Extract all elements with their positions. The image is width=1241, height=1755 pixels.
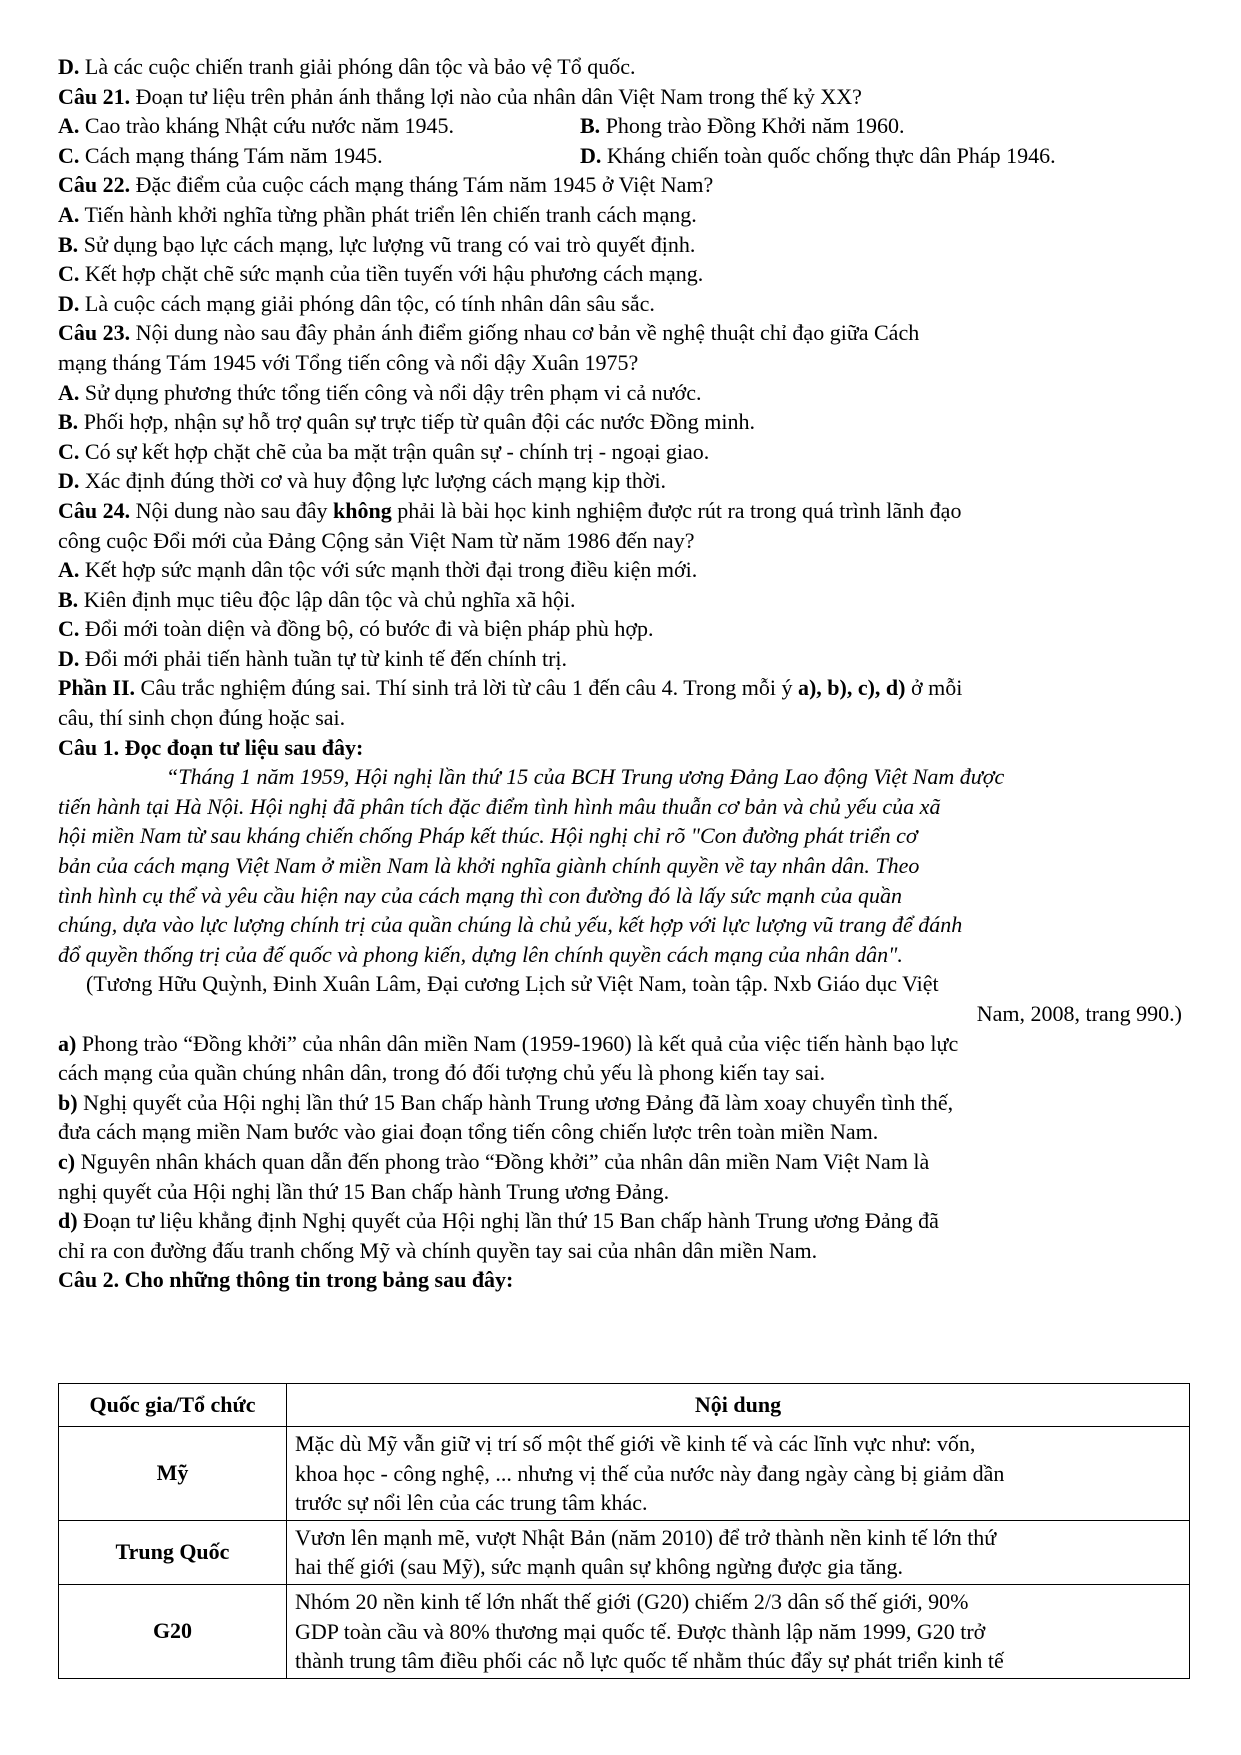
info-table (58, 1383, 1190, 1679)
q24-option-a: A. Kết hợp sức mạnh dân tộc với sức mạnh thời đại trong điều kiện mới. (58, 557, 698, 583)
table-row (59, 1427, 1190, 1521)
cell-line: Mặc dù Mỹ vẫn giữ vị trí số một thế giới về kinh tế và các lĩnh vực như: vốn, (295, 1431, 976, 1456)
table-row (59, 1520, 1190, 1584)
cell-line: thành trung tâm điều phối các nỗ lực quốc tế nhằm thúc đẩy sự phát triển kinh tế (295, 1648, 1004, 1674)
c1-statement-c: c) Nguyên nhân khách quan dẫn đến phong trào “Đồng khởi” của nhân dân miền Nam Việt Nam là (58, 1148, 930, 1174)
c1-heading: Câu 1. Đọc đoạn tư liệu sau đây: (58, 734, 364, 760)
table-cell-content (287, 1520, 1190, 1584)
q24-stem-cont: công cuộc Đổi mới của Đảng Cộng sản Việt Nam từ năm 1986 đến nay? (58, 527, 695, 553)
c1-statement-d-cont: chỉ ra con đường đấu tranh chống Mỹ và chính quyền tay sai của nhân dân miền Nam. (58, 1237, 818, 1263)
q23-option-b: B. Phối hợp, nhận sự hỗ trợ quân sự trực tiếp từ quân đội các nước Đồng minh. (58, 409, 755, 435)
q21-options-ab (58, 111, 1188, 141)
q22-stem: Câu 22. Đặc điểm của cuộc cách mạng tháng Tám năm 1945 ở Việt Nam? (58, 172, 714, 198)
q21-option-c: C. Cách mạng tháng Tám năm 1945. (58, 142, 383, 168)
q21-option-a: A. Cao trào kháng Nhật cứu nước năm 1945. (58, 113, 454, 139)
cell-line: hai thế giới (sau Mỹ), sức mạnh quân sự không ngừng được gia tăng. (295, 1554, 904, 1580)
c1-statement-a-cont: cách mạng của quần chúng nhân dân, trong đó đối tượng chủ yếu là phong kiến tay sai. (58, 1060, 826, 1086)
q20-option-d: D. Là các cuộc chiến tranh giải phóng dân tộc và bảo vệ Tổ quốc. (58, 54, 636, 79)
c1-statement-a: a) Phong trào “Đồng khởi” của nhân dân miền Nam (1959-1960) là kết quả của việc tiến hành bạo lực (58, 1030, 959, 1056)
part2-instructions: Phần II. Câu trắc nghiệm đúng sai. Thí sinh trả lời từ câu 1 đến câu 4. Trong mỗi ý a), b), c), d) ở mỗi (58, 675, 963, 701)
q23-option-a: A. Sử dụng phương thức tổng tiến công và nổi dậy trên phạm vi cả nước. (58, 379, 702, 405)
quote-source: (Tương Hữu Quỳnh, Đinh Xuân Lâm, Đại cương Lịch sử Việt Nam, toàn tập. Nxb Giáo dục Việt (86, 971, 939, 997)
quote-line: “Tháng 1 năm 1959, Hội nghị lần thứ 15 của BCH Trung ương Đảng Lao động Việt Nam được (166, 764, 1005, 790)
q24-option-c: C. Đổi mới toàn diện và đồng bộ, có bước đi và biện pháp phù hợp. (58, 616, 654, 642)
q22-option-c: C. Kết hợp chặt chẽ sức mạnh của tiền tuyến với hậu phương cách mạng. (58, 261, 704, 287)
quote-line: tình hình cụ thể và yêu cầu hiện nay của cách mạng thì con đường đó là lấy sức mạnh của quần (58, 882, 903, 908)
quote-line: chúng, dựa vào lực lượng chính trị của quần chúng là chủ yếu, kết hợp với lực lượng vũ trang để đánh (58, 912, 963, 938)
part2-instructions-cont: câu, thí sinh chọn đúng hoặc sai. (58, 705, 346, 731)
q23-stem-cont: mạng tháng Tám 1945 với Tổng tiến công và nổi dậy Xuân 1975? (58, 349, 639, 375)
table-header-country: Quốc gia/Tổ chức (59, 1384, 287, 1427)
q21-option-b: B. Phong trào Đồng Khởi năm 1960. (580, 113, 905, 139)
q23-option-c: C. Có sự kết hợp chặt chẽ của ba mặt trận quân sự - chính trị - ngoại giao. (58, 438, 710, 464)
q23-option-d: D. Xác định đúng thời cơ và huy động lực lượng cách mạng kịp thời. (58, 468, 667, 494)
table-cell-country: Trung Quốc (59, 1520, 287, 1584)
quote-source-cont: Nam, 2008, trang 990.) (976, 1001, 1182, 1026)
info-table-wrap (58, 1383, 1190, 1679)
q23-stem: Câu 23. Nội dung nào sau đây phản ánh điểm giống nhau cơ bản về nghệ thuật chỉ đạo giữa Cách (58, 320, 920, 346)
cell-line: Nhóm 20 nền kinh tế lớn nhất thế giới (G20) chiếm 2/3 dân số thế giới, 90% (295, 1588, 969, 1614)
q22-option-b: B. Sử dụng bạo lực cách mạng, lực lượng vũ trang có vai trò quyết định. (58, 231, 696, 257)
table-cell-content (287, 1427, 1190, 1521)
q21-options-cd (58, 141, 1188, 171)
q24-option-d: D. Đổi mới phải tiến hành tuần tự từ kinh tế đến chính trị. (58, 645, 568, 671)
q21-stem: Câu 21. Đoạn tư liệu trên phản ánh thắng lợi nào của nhân dân Việt Nam trong thế kỷ XX? (58, 83, 862, 109)
c2-heading: Câu 2. Cho những thông tin trong bảng sau đây: (58, 1267, 514, 1293)
q22-option-d: D. Là cuộc cách mạng giải phóng dân tộc, có tính nhân dân sâu sắc. (58, 290, 655, 316)
table-header-row (59, 1384, 1190, 1427)
q22-option-a: A. Tiến hành khởi nghĩa từng phần phát triển lên chiến tranh cách mạng. (58, 201, 697, 227)
table-cell-country: G20 (59, 1584, 287, 1678)
quote-line: bản của cách mạng Việt Nam ở miền Nam là khởi nghĩa giành chính quyền về tay nhân dân. Theo (58, 853, 920, 879)
table-cell-content (287, 1584, 1190, 1678)
c1-statement-b-cont: đưa cách mạng miền Nam bước vào giai đoạn tổng tiến công chiến lược trên toàn miền Nam. (58, 1119, 879, 1145)
table-cell-country: Mỹ (59, 1427, 287, 1521)
q21-option-d: D. Kháng chiến toàn quốc chống thực dân Pháp 1946. (580, 142, 1056, 168)
q24-stem: Câu 24. Nội dung nào sau đây không phải là bài học kinh nghiệm được rút ra trong quá trình lãnh đạo (58, 497, 962, 523)
c1-statement-c-cont: nghị quyết của Hội nghị lần thứ 15 Ban chấp hành Trung ương Đảng. (58, 1178, 670, 1204)
quote-line: đổ quyền thống trị của đế quốc và phong kiến, dựng lên chính quyền cách mạng của nhân dân". (58, 941, 903, 967)
table-row (59, 1584, 1190, 1678)
cell-line: Vươn lên mạnh mẽ, vượt Nhật Bản (năm 2010) để trở thành nền kinh tế lớn thứ (295, 1524, 997, 1550)
cell-line: GDP toàn cầu và 80% thương mại quốc tế. Được thành lập năm 1999, G20 trở (295, 1618, 986, 1644)
c1-statement-d: d) Đoạn tư liệu khẳng định Nghị quyết của Hội nghị lần thứ 15 Ban chấp hành Trung ương Đảng đã (58, 1208, 939, 1234)
quote-line: hội miền Nam từ sau kháng chiến chống Pháp kết thúc. Hội nghị chỉ rõ "Con đường phát triển cơ (58, 823, 918, 849)
q24-option-b: B. Kiên định mục tiêu độc lập dân tộc và chủ nghĩa xã hội. (58, 586, 576, 612)
quote-line: tiến hành tại Hà Nội. Hội nghị đã phân tích đặc điểm tình hình mâu thuẫn cơ bản và chủ yếu của xã (58, 793, 941, 819)
table-header-content: Nội dung (287, 1384, 1190, 1427)
c1-statement-b: b) Nghị quyết của Hội nghị lần thứ 15 Ban chấp hành Trung ương Đảng đã làm xoay chuyển tình thế, (58, 1089, 954, 1115)
exam-page (58, 52, 1188, 1295)
cell-line: khoa học - công nghệ, ... nhưng vị thế của nước này đang ngày càng bị giảm dần (295, 1460, 1005, 1486)
cell-line: trước sự nổi lên của các trung tâm khác. (295, 1490, 648, 1516)
